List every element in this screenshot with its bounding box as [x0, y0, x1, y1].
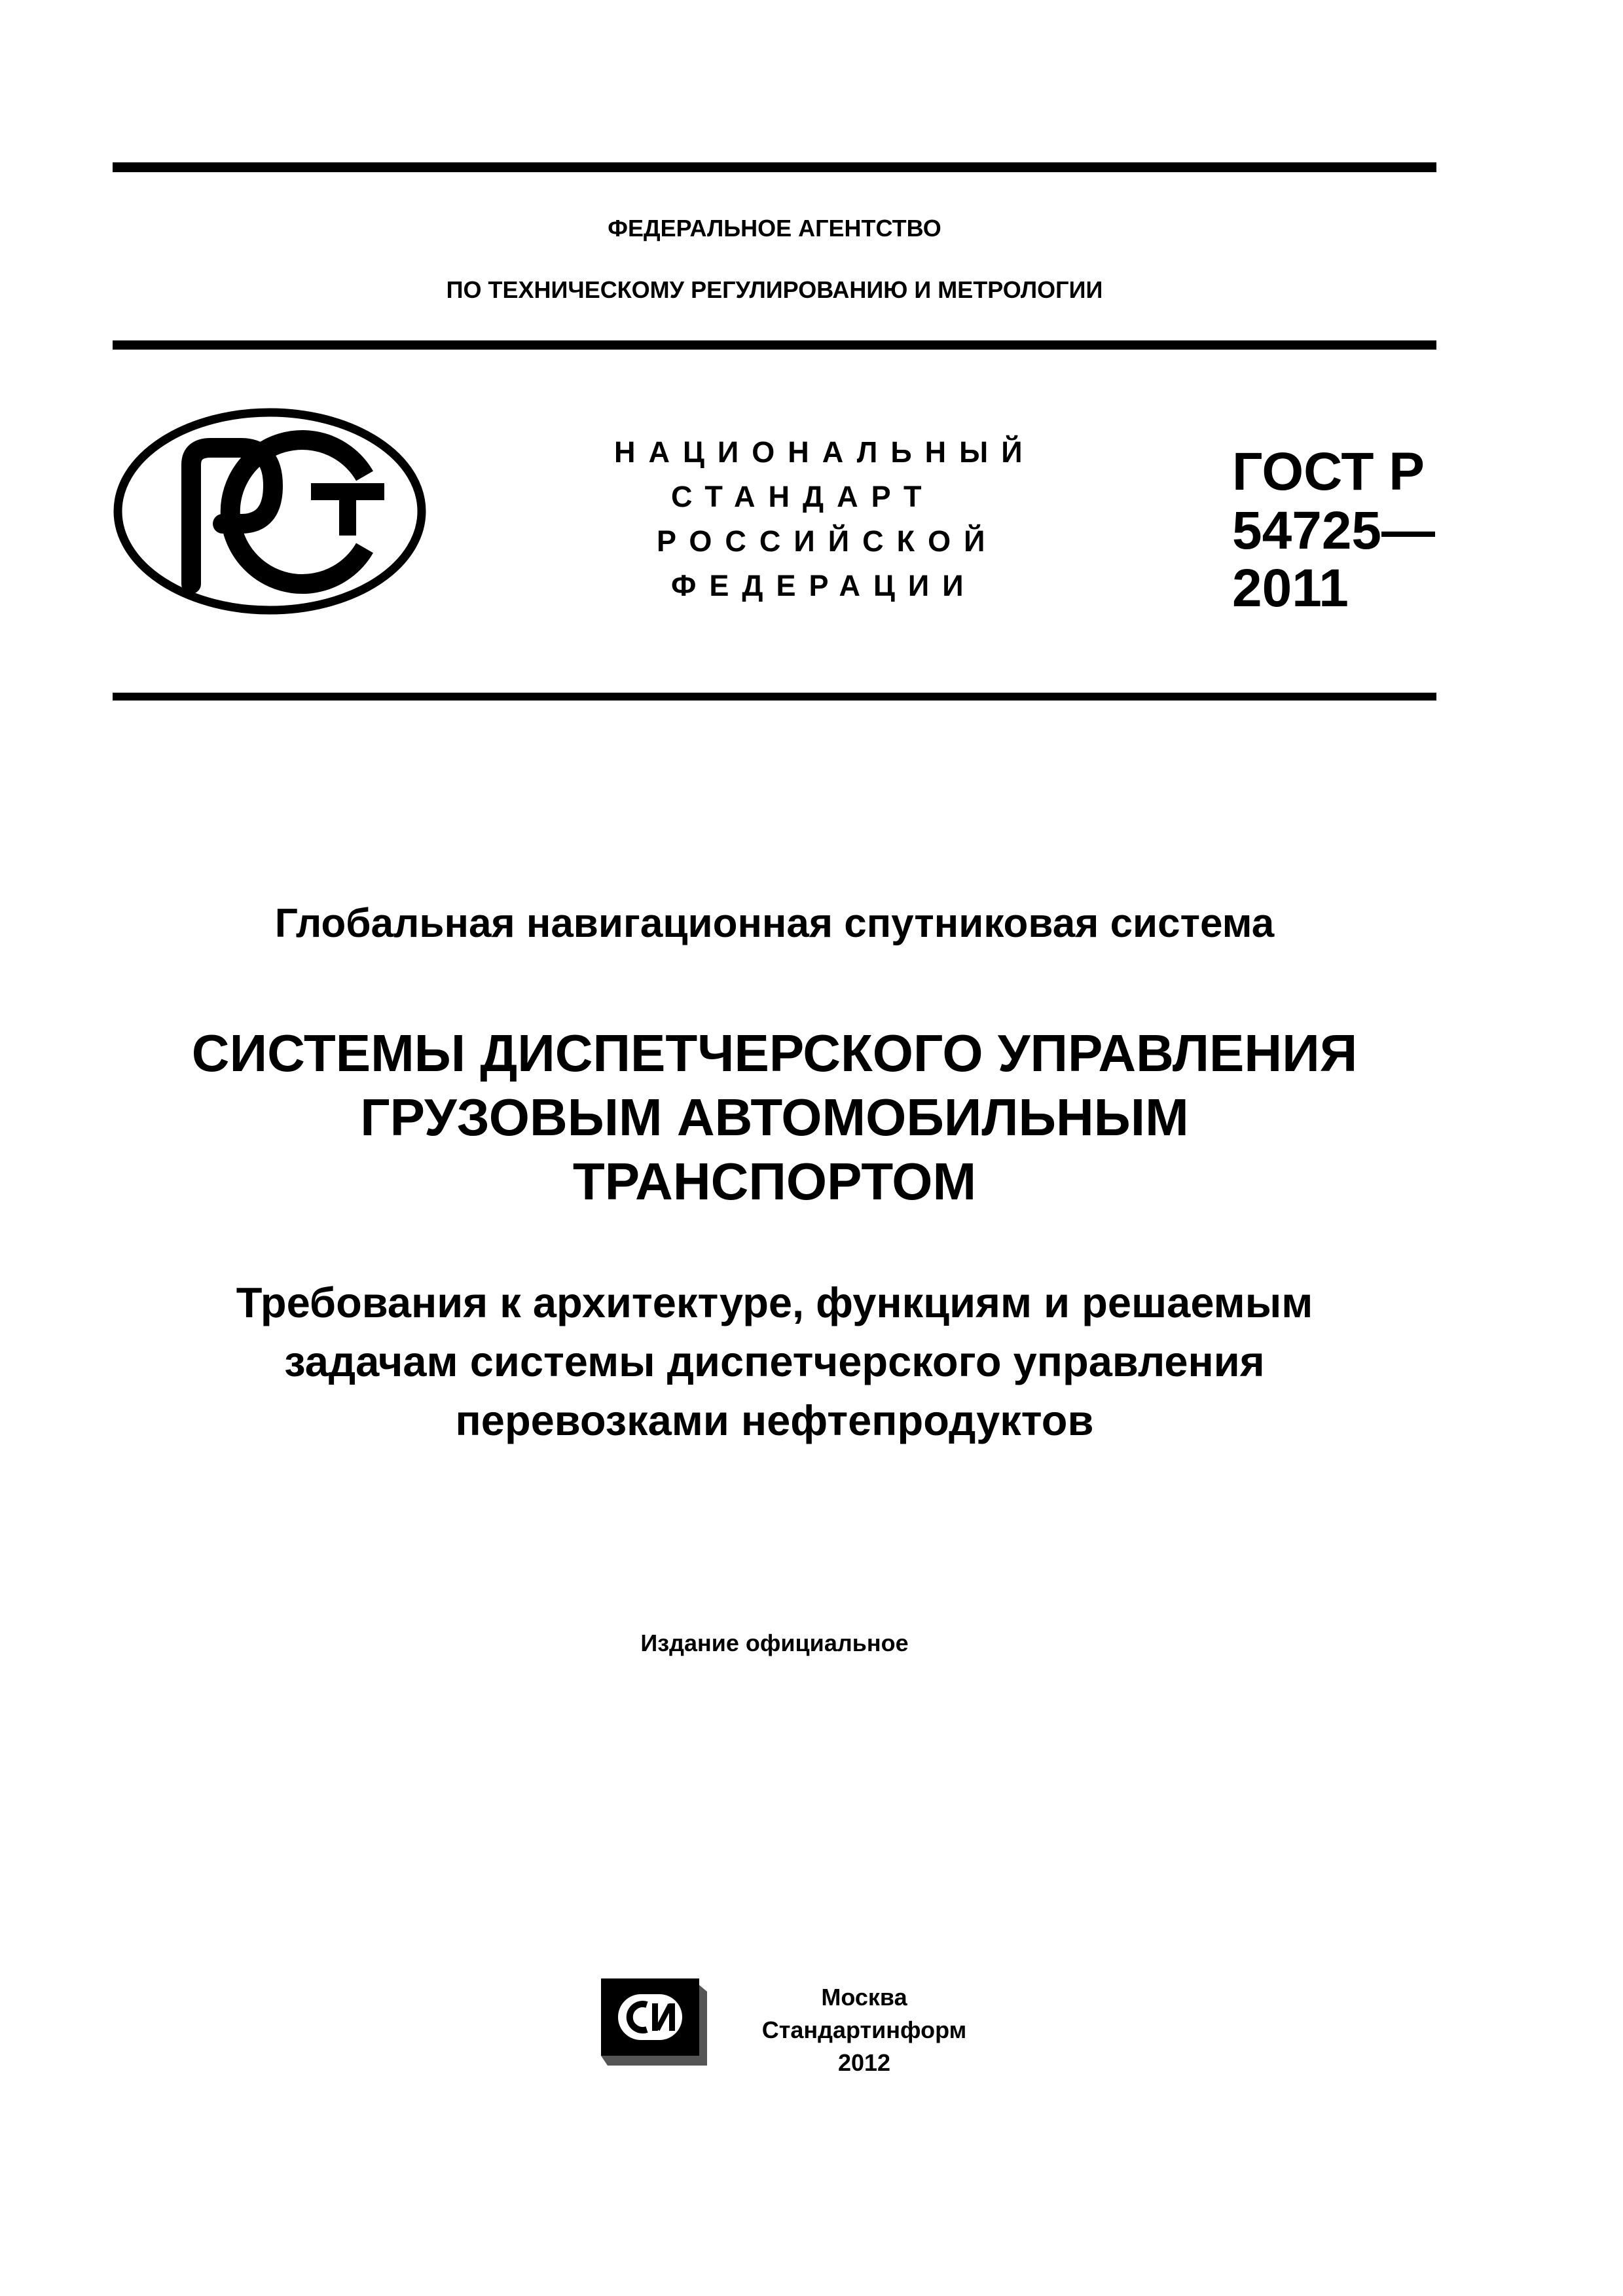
- title-subtitle-line-2: задачам системы диспетчерского управления: [284, 1338, 1265, 1385]
- title-main-line-2: ГРУЗОВЫМ АВТОМОБИЛЬНЫМ: [360, 1088, 1189, 1146]
- title-main-line-3: ТРАНСПОРТОМ: [572, 1152, 977, 1211]
- title-subtitle: [113, 1273, 1436, 1450]
- national-standard-line-1: НАЦИОНАЛЬНЫЙ: [614, 435, 1036, 469]
- edition-label: Издание официальное: [640, 1630, 909, 1656]
- agency-line-2: ПО ТЕХНИЧЕСКОМУ РЕГУЛИРОВАНИЮ И МЕТРОЛОГИИ: [446, 276, 1103, 303]
- gost-designation-line-2: 54725—: [1232, 501, 1436, 560]
- publisher-name: Стандартинформ: [761, 2016, 967, 2043]
- title-subtitle-line-1: Требования к архитектуре, функциям и решаемым: [236, 1279, 1313, 1326]
- top-divider-rule: [113, 162, 1436, 172]
- rst-certification-mark-icon: [113, 407, 427, 615]
- national-standard-line-2: СТАНДАРТ: [671, 480, 935, 513]
- title-main: [113, 1021, 1436, 1214]
- publisher-city: Москва: [821, 1984, 907, 2011]
- gost-designation-line-1: ГОСТ Р: [1232, 442, 1425, 501]
- title-series: Глобальная навигационная спутниковая система: [274, 901, 1275, 946]
- agency-line-1: ФЕДЕРАЛЬНОЕ АГЕНТСТВО: [608, 215, 941, 242]
- title-main-line-1: СИСТЕМЫ ДИСПЕТЧЕРСКОГО УПРАВЛЕНИЯ: [191, 1024, 1358, 1082]
- designation-divider-rule: [113, 693, 1436, 701]
- title-subtitle-line-3: перевозками нефтепродуктов: [455, 1396, 1094, 1444]
- national-standard-line-4: ФЕДЕРАЦИИ: [671, 569, 977, 602]
- standartinform-logo-icon: [601, 1978, 710, 2066]
- national-standard-line-3: РОССИЙСКОЙ: [657, 524, 998, 558]
- header-divider-rule: [113, 340, 1436, 350]
- gost-designation-line-3: 2011: [1232, 558, 1349, 618]
- publication-year: 2012: [837, 2049, 891, 2076]
